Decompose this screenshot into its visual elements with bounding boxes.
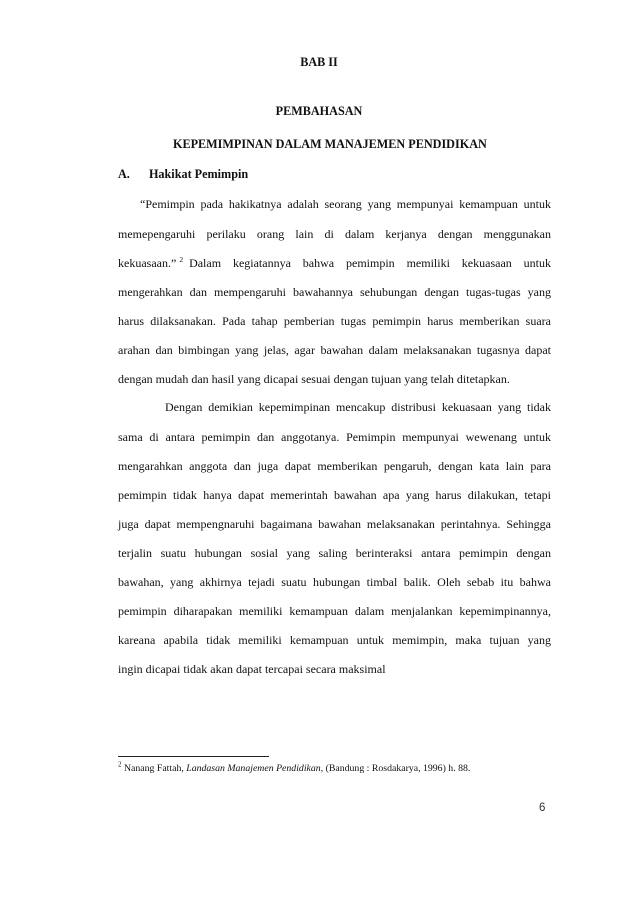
paragraph1-line: memepengaruhi perilaku orang lain di dalam kerjanya dengan menggunakan	[118, 227, 551, 241]
subsection-heading	[118, 167, 248, 182]
subsection-number: A.	[118, 167, 130, 181]
subtitle-heading: KEPEMIMPINAN DALAM MANAJEMEN PENDIDIKAN	[173, 137, 487, 151]
footnote	[118, 760, 471, 774]
paragraph2-line: mengarahkan anggota dan juga dapat memberikan pengaruh, dengan kata lain para	[118, 459, 551, 473]
footnote-divider	[118, 756, 269, 757]
paragraph2-line: ingin dicapai tidak akan dapat tercapai secara maksimal	[118, 662, 386, 676]
subsection-title: Hakikat Pemimpin	[148, 167, 249, 181]
footnote-author: Nanang Fattah,	[123, 763, 184, 774]
page-number: 6	[539, 802, 546, 814]
paragraph2-line: pemimpin tidak hanya dapat memerintah bawahan apa yang harus dilakukan, tetapi	[118, 488, 551, 502]
paragraph2-line: bawahan, yang akhirnya tejadi suatu hubungan timbal balik. Oleh sebab itu bahwa	[118, 575, 551, 589]
paragraph1-line: harus dilaksanakan. Pada tahap pemberian tugas pemimpin harus memberikan suara	[118, 314, 551, 328]
paragraph2-line: pemimpin diharapakan memiliki kemampuan dalam menjalankan kepemimpinannya,	[118, 604, 551, 618]
footnote-book-title: Landasan Manajemen Pendidikan	[186, 763, 321, 774]
paragraph1-line-with-note	[118, 256, 551, 271]
chapter-heading: BAB II	[300, 55, 338, 69]
section-heading: PEMBAHASAN	[275, 104, 363, 118]
paragraph2-line: kareana apabila tidak memiliki kemampuan untuk memimpin, maka tujuan yang	[118, 633, 551, 647]
paragraph1-line: arahan dan bimbingan yang jelas, agar bawahan dalam melaksanakan tugasnya dapat	[118, 343, 551, 357]
paragraph1-line: mengerahkan dan mempengaruhi bawahannya sehubungan dengan tugas-tugas yang	[118, 285, 551, 299]
paragraph1-line: “Pemimpin pada hakikatnya adalah seorang yang mempunyai kemampuan untuk	[140, 197, 551, 211]
paragraph1-quote-end: kekuasaan.” $^2$	[118, 255, 184, 270]
paragraph1-line: dengan mudah dan hasil yang dicapai sesuai dengan tujuan yang telah ditetapkan.	[118, 372, 510, 386]
paragraph2-line: Dengan demikian kepemimpinan mencakup distribusi kekuasaan yang tidak	[165, 400, 551, 414]
paragraph2-line: terjalin suatu hubungan sosial yang saling berinteraksi antara pemimpin dengan	[118, 546, 551, 560]
footnote-publication: , (Bandung : Rosdakarya, 1996) h. 88.	[320, 763, 471, 774]
paragraph2-line: sama di antara pemimpin dan anggotanya. Pemimpin mempunyai wewenang untuk	[118, 430, 551, 444]
paragraph1-text: Dalam kegiatannya bahwa pemimpin memiliki kekuasaan untuk	[189, 256, 551, 270]
footnote-reference: 2	[179, 255, 184, 264]
paragraph2-line: juga dapat mempengnaruhi bagaimana bawahan melaksanakan perintahnya. Sehingga	[118, 517, 551, 531]
footnote-number: 2	[118, 760, 122, 769]
